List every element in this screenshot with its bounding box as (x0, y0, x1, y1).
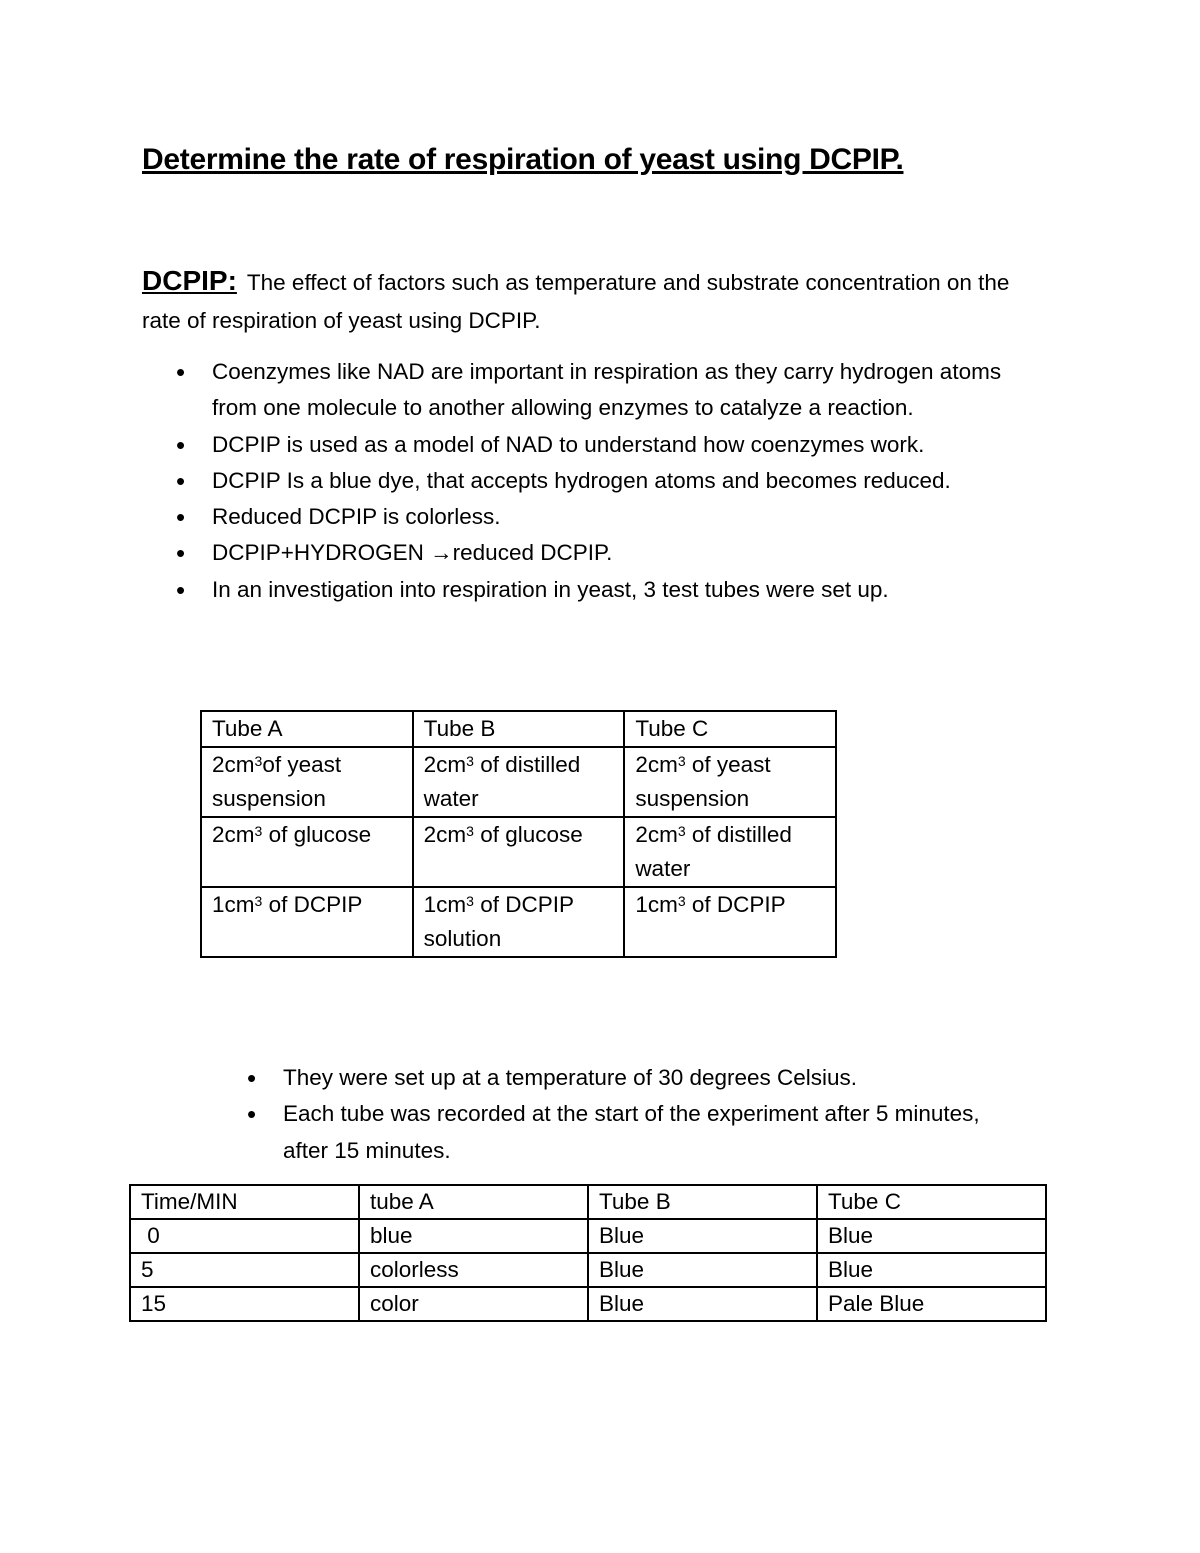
header-cell: Tube C (624, 711, 836, 747)
table-cell: 5 (130, 1253, 359, 1287)
list-item: • DCPIP is used as a model of NAD to understand how coenzymes work. (212, 427, 1042, 463)
list-item: • Each tube was recorded at the start of the experiment after 5 minutes, after 15 minutes. (283, 1096, 983, 1169)
table-cell: $2cm^3$ of yeast suspension (624, 747, 836, 817)
table-cell: Blue (588, 1287, 817, 1321)
table-cell: $2cm^3$ of distilled water (624, 817, 836, 887)
results-table (129, 1184, 1047, 1322)
bullet-list-conditions (283, 1060, 983, 1169)
list-item: • Reduced DCPIP is colorless. (212, 499, 1042, 535)
list-item: • DCPIP+HYDROGEN →reduced DCPIP. (212, 535, 1042, 571)
table-cell: $2cm^3$ of glucose (413, 817, 625, 887)
table-row (201, 887, 836, 957)
bullet-list-background (212, 354, 1042, 608)
list-item: • Coenzymes like NAD are important in respiration as they carry hydrogen atoms from one molecule to another allowing enzymes to catalyze a reaction. (212, 354, 1042, 427)
list-item: • DCPIP Is a blue dye, that accepts hydrogen atoms and becomes reduced. (212, 463, 1042, 499)
table-cell: blue (359, 1219, 588, 1253)
table-cell: Blue (588, 1219, 817, 1253)
table-cell: Blue (817, 1253, 1046, 1287)
header-cell: Tube A (201, 711, 413, 747)
table-cell: 0 (130, 1219, 359, 1253)
table-header-row (201, 711, 836, 747)
table-cell: Blue (588, 1253, 817, 1287)
table-cell: $1cm^3$ of DCPIP solution (413, 887, 625, 957)
table-row (130, 1219, 1046, 1253)
header-cell: tube A (359, 1185, 588, 1219)
table-header-row (130, 1185, 1046, 1219)
table-cell: $2cm^3$ of distilled water (413, 747, 625, 817)
table-cell: color (359, 1287, 588, 1321)
header-cell: Time/MIN (130, 1185, 359, 1219)
table-cell: $2cm^3of$ yeast suspension (201, 747, 413, 817)
table-cell: $1cm^3$ of DCPIP (624, 887, 836, 957)
table-cell: $1cm^3$ of DCPIP (201, 887, 413, 957)
header-cell: Tube B (413, 711, 625, 747)
tube-setup-table (200, 710, 837, 958)
table-cell: $2cm^3$ of glucose (201, 817, 413, 887)
list-item: • In an investigation into respiration in yeast, 3 test tubes were set up. (212, 572, 1042, 608)
table-cell: Pale Blue (817, 1287, 1046, 1321)
header-cell: Tube C (817, 1185, 1046, 1219)
table-row (130, 1253, 1046, 1287)
list-item: • They were set up at a temperature of 30 degrees Celsius. (283, 1060, 983, 1096)
page-title: Determine the rate of respiration of yeast using DCPIP. (142, 143, 904, 176)
header-cell: Tube B (588, 1185, 817, 1219)
table-row (201, 817, 836, 887)
table-row (130, 1287, 1046, 1321)
table-cell: Blue (817, 1219, 1046, 1253)
intro-text: The effect of factors such as temperature and substrate concentration on the rate of respiration of yeast using DCPIP. (142, 270, 1010, 333)
intro-paragraph (142, 262, 1042, 340)
dcpip-label: DCPIP: (142, 265, 237, 296)
table-row (201, 747, 836, 817)
table-cell: colorless (359, 1253, 588, 1287)
table-cell: 15 (130, 1287, 359, 1321)
